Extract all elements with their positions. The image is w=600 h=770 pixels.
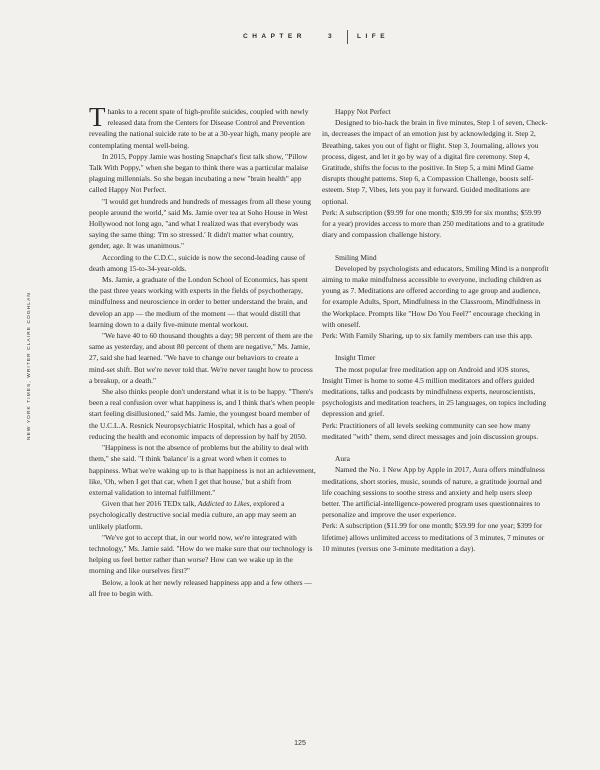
app-perk: Perk: A subscription ($9.99 for one month; $39.99 for six months; $59.99 for a year) provides access to more than 250 meditations and to a gratitude diary and compassion challenge history. bbox=[322, 207, 545, 240]
app-title-insight-timer: Insight Timer bbox=[335, 353, 376, 363]
article-paragraph: Below, a look at her newly released happiness app and a few others — all free to begin with. bbox=[89, 577, 312, 598]
opening-paragraph bbox=[89, 102, 317, 151]
app-description: Named the No. 1 New App by Apple in 2017, Aura offers mindfulness meditations, short stories, music, sounds of nature, a gratitude journal and life coaching sessions to soothe stress and anxiety and help users sleep better. The artificial-intelligence-powered program uses questionnaires to personalize and improve the user experience. bbox=[322, 465, 545, 520]
app-title-happy-not-perfect: Happy Not Perfect bbox=[335, 107, 391, 116]
drop-cap: T bbox=[89, 102, 106, 132]
ted-paragraph bbox=[89, 498, 317, 532]
running-header bbox=[0, 30, 600, 44]
app-title-aura: Aura bbox=[335, 454, 350, 464]
article-paragraph: Ms. Jamie, a graduate of the London School of Economics, has spent the past three years working with experts in the fields of psychotherapy, mindfulness and neuroscience in order to better understand the brain, and develop an app — the medium of the moment — that would distill that learning down to a daily five-minute mental workout. bbox=[89, 275, 308, 329]
right-column bbox=[322, 106, 550, 554]
article-paragraph: "We have 40 to 60 thousand thoughts a day; 98 percent of them are the same as yesterday, and about 80 percent of them are negative," Ms. Jamie, 27, said she had learned. "We have to change our behaviors to create a mind-set shift. But we're never told that. We're never taught how to process a breakup, or a death." bbox=[89, 331, 313, 385]
chapter-label: CHAPTER bbox=[243, 33, 306, 40]
app-perk: Perk: Practitioners of all levels seeking community can see how many meditated "with" them, send direct messages and join discussion groups. bbox=[322, 420, 539, 441]
article-paragraph: She also thinks people don't understand what it is to be happy. "There's been a real confusion over what happiness is, and I think that's when people start feeling disillusioned," said Ms. Jamie, the youngest board member of the U.C.L.A. Resnick Neuropsychiatric Hospital, which has a goal of reducing the health and economic impacts of depression by half by 2050. bbox=[89, 387, 315, 441]
ted-text-post: explored a psychologically destructive social media culture, an app may seem an unlikely platform. bbox=[89, 499, 297, 531]
article-paragraph: In 2015, Poppy Jamie was hosting Snapchat's first talk show, "Pillow Talk With Poppy," when she began to think there was a particular malaise plaguing millennials. So she began incubating a new "brain health" app called Happy Not Perfect. bbox=[89, 151, 309, 195]
article-paragraph: "Happiness is not the absence of problems but the ability to deal with them," she said. "I think 'balance' is a great word when it comes to happiness. What we're waking up to is that happiness is not an achievement, like, 'Oh, when I get that car, when I get that house,' but a shift from external validation to internal fulfillment." bbox=[89, 443, 316, 497]
app-title-smiling-mind: Smiling Mind bbox=[335, 252, 377, 262]
header-divider bbox=[347, 30, 348, 44]
ted-text-pre: Given that her 2016 TEDx talk, bbox=[102, 499, 198, 509]
app-perk: Perk: With Family Sharing, up to six family members can use this app. bbox=[322, 331, 533, 341]
app-description: Designed to bio-hack the brain in five minutes, Step 1 of seven, Check-in, decreases the impact of an emotion just by acknowledging it. Step 2, Breathing, takes you out of fight or flight. Step 3, Journaling, allows you process, digest, and let it go by way of a digital fire ceremony. Step 4, Gratitude, shifts the focus to the positive. In Step 5, a mini Mind Game disrupts thought patterns. Step 6, a Compassion Challenge, boosts self-esteem. Step 7, Vibes, lets you pay it forward. Guided meditations are optional. bbox=[322, 118, 548, 206]
app-description: The most popular free meditation app on Android and iOS stores, Insight Timer is home to some 4.5 million meditators and offers guided meditations, talks and podcasts by mindfulness experts, neuroscientists, psychologists and meditation teachers, in 25 languages, on topics including depression and grief. bbox=[322, 364, 547, 419]
left-column bbox=[89, 102, 317, 599]
page-number: 125 bbox=[294, 740, 306, 747]
app-description: Developed by psychologists and educators, Smiling Mind is a nonprofit aiming to make mindfulness accessible to everyone, including children as young as 7. Meditations are offered according to age group and audience, for example Adults, Sport, Mindfulness in the Classroom, Mindfulness in the Workplace. Prompts like "How Do You Feel?" encourage checking in with oneself. bbox=[322, 263, 549, 329]
article-paragraph: "We've got to accept that, in our world now, we're integrated with technology," Ms. Jamie said. "How do we make sure that our technology is helping us feel better rather than worse? How can we wake up in the morning and like ourselves first?" bbox=[89, 532, 313, 576]
app-perk: Perk: A subscription ($11.99 for one month; $59.99 for one year; $399 for lifetime) allows unlimited access to meditations of 3 minutes, 7 minutes or 10 minutes (versus one 3-minute meditation a day). bbox=[322, 521, 545, 553]
article-paragraph: According to the C.D.C., suicide is now the second-leading cause of death among 15-to-34-year-olds. bbox=[89, 252, 306, 273]
ted-title: Addicted to Likes, bbox=[197, 499, 252, 509]
opening-text: hanks to a recent spate of high-profile suicides, coupled with newly released data from the Centers for Disease Control and Prevention revealing the national suicide rate to be at a 30-year high, many people are contemplating mental well-being. bbox=[89, 107, 311, 150]
chapter-number: 3 bbox=[328, 33, 337, 40]
section-label: LIFE bbox=[357, 33, 390, 40]
source-credit: NEW YORK TIMES, WRITER CLAIRE COGHLAN bbox=[27, 292, 32, 440]
article-paragraph: "I would get hundreds and hundreds of messages from all these young people around the world," said Ms. Jamie over tea at Soho House in West Hollywood not long ago, "and what I realized was that everybody was saying the same thing: 'I'm so stressed.' It didn't matter what country, gender, age. It was unanimous." bbox=[89, 196, 311, 251]
